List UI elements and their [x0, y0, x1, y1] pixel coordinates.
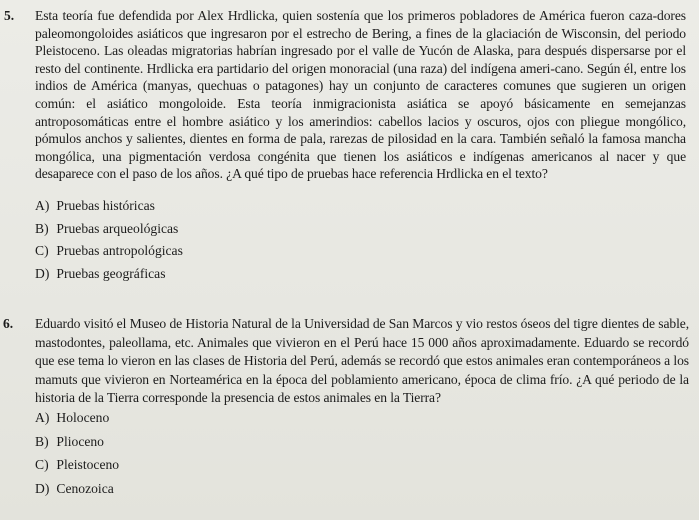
option-b[interactable] — [35, 218, 183, 241]
option-a[interactable] — [35, 406, 119, 430]
option-c[interactable] — [35, 453, 119, 477]
option-b[interactable] — [35, 430, 119, 454]
question-text: Eduardo visitó el Museo de Historia Natural de la Universidad de San Marcos y vio restos óseos del tigre dientes de sable, mastodontes, paleollama, etc. Animales que vivieron en el Perú hace 15 000 años aproximadamente. Eduardo se recordó que ese tema lo vieron en las clases de Historia del Perú, además se recordó que estos animales eran contemporáneos a los mamuts que vivieron en Norteamérica en la época del poblamiento americano, época de clima frío. ¿A qué periodo de la historia de la Tierra corresponde la presencia de estos animales en la Tierra? — [35, 316, 689, 406]
option-text: Cenozoica — [56, 480, 114, 496]
option-text: Pleistoceno — [56, 457, 120, 472]
question-number: 5. — [4, 8, 15, 23]
option-text: Holoceno — [56, 410, 110, 425]
option-letter: B) — [35, 220, 49, 236]
option-text: Pruebas arqueológicas — [56, 220, 179, 236]
question-text: Esta teoría fue defendida por Alex Hrdlicka, quien sostenía que los primeros pobladores de América fueron caza-dores paleomongoloides asiáticos que ingresaron por el estrecho de Bering, a fines de la glaciación de Wisconsin, del periodo Pleistoceno. Las oleadas migratorias habrían ingresado por el valle de Yucón de Alaska, para después dispersarse por el resto del continente. Hrdlicka era partidario del origen monoracial (una raza) del indígena ameri-cano. Según él, entre los indios de América (manyas, quechuas o patagones) hay un conjunto de caracteres comunes que sugieren un origen común: el asiático mongoloide. Esta teoría inmigracionista asiática se apoyó básicamente en semejanzas antroposomáticas entre el hombre asiático y los amerindios: cabellos lacios y oscuros, ojos con pliegue mongólico, pómulos anchos y salientes, dientes en forma de pala, rarezas de pilosidad en la cara. También señaló la famosa mancha mongólica, una pigmentación verdosa congénita que tienen los asiáticos e indígenas americanos al nacer y que desaparece con el paso de los años. ¿A qué tipo de pruebas hace referencia Hrdlicka en el texto? — [35, 8, 686, 182]
option-letter: B) — [35, 433, 49, 449]
option-c[interactable] — [35, 240, 183, 263]
option-letter: A) — [35, 198, 50, 213]
option-letter: D) — [35, 265, 50, 281]
options-list — [35, 195, 183, 285]
option-letter: C) — [35, 457, 49, 472]
options-list — [35, 406, 119, 500]
option-d[interactable] — [35, 263, 183, 286]
option-letter: A) — [35, 410, 50, 425]
option-a[interactable] — [35, 195, 183, 218]
option-letter: D) — [35, 480, 50, 496]
option-text: Pruebas antropológicas — [56, 243, 183, 258]
question-number: 6. — [3, 316, 14, 331]
option-text: Pruebas históricas — [56, 198, 155, 213]
option-d[interactable] — [35, 477, 119, 501]
option-text: Plioceno — [56, 433, 104, 449]
option-letter: C) — [35, 243, 49, 258]
option-text: Pruebas geográficas — [56, 265, 166, 281]
